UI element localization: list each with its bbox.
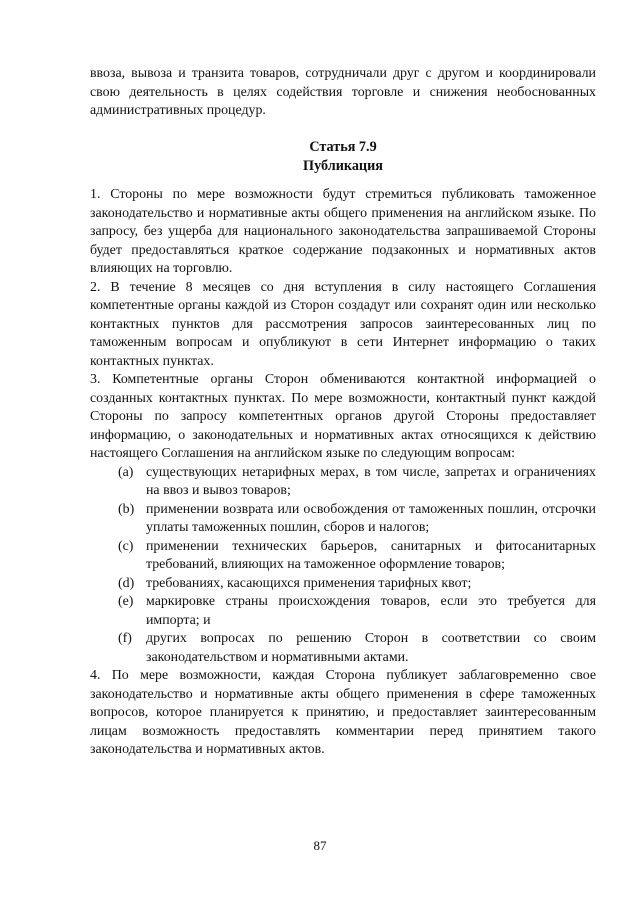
- article-body: [90, 186, 596, 760]
- list-marker: (b): [118, 501, 135, 517]
- list-marker: (d): [118, 575, 135, 591]
- list-item-text: существующих нетарифных мерах, в том числе, запретах и ограничениях на ввоз и вывоз товаров;: [146, 464, 596, 498]
- article-number: Статья 7.9: [309, 139, 377, 155]
- paragraph-2: 2. В течение 8 месяцев со дня вступления в силу настоящего Соглашения компетентные органы каждой из Сторон создадут или сохранят один или несколько контактных пунктов для рассмотрения запросов заинтересованных лиц по таможенным вопросам и опубликуют в сети Интернет информацию о таких контактных пунктах.: [90, 279, 596, 369]
- list-item: [90, 575, 596, 594]
- intro-paragraph: ввоза, вывоза и транзита товаров, сотрудничали друг с другом и координировали свою деятельность в целях содействия торговле и снижения необоснованных административных процедур.: [90, 66, 596, 118]
- intro-text: [90, 65, 596, 121]
- list-item-text: применении возврата или освобождения от таможенных пошлин, отсрочки уплаты таможенных пошлин, сборов и налогов;: [146, 501, 596, 535]
- paragraph-4: 4. По мере возможности, каждая Сторона публикует заблаговременно свое законодательство и нормативные акты общего применения в сфере таможенных вопросов, которое планируется к принятию, и предоставляет заинтересованным лицам возможность предоставлять комментарии перед принятием такого законодательства и нормативных актов.: [90, 668, 596, 757]
- paragraph-1: 1. Стороны по мере возможности будут стремиться публиковать таможенное законодательство и нормативные акты общего применения на английском языке. По запросу, без ущерба для национального законодательства запрашиваемой Стороны будет предоставляться краткое содержание подзаконных и нормативных актов влияющих на торговлю.: [90, 187, 596, 276]
- list-marker: (c): [118, 538, 134, 554]
- list-item: [90, 630, 596, 667]
- list-item: [90, 464, 596, 501]
- list-item-text: применении технических барьеров, санитарных и фитосанитарных требований, влияющих на таможенное оформление товаров;: [146, 538, 596, 572]
- list-item-text: маркировке страны происхождения товаров, если это требуется для импорта; и: [146, 594, 596, 628]
- list-item-text: требованиях, касающихся применения тарифных квот;: [146, 575, 472, 591]
- list-item-text: других вопросах по решению Сторон в соответствии со своим законодательством и нормативными актами.: [146, 631, 596, 665]
- topics-list: [90, 464, 596, 668]
- list-item: [90, 593, 596, 630]
- list-item: [90, 501, 596, 538]
- page-number: 87: [313, 838, 327, 853]
- list-marker: (f): [118, 631, 132, 646]
- list-marker: (a): [118, 464, 134, 480]
- list-item: [90, 538, 596, 575]
- paragraph-3: 3. Компетентные органы Сторон обмениваются контактной информацией о созданных контактных пунктах. По мере возможности, контактный пункт каждой Стороны по запросу компетентных органов другой Стороны предоставляет информацию, о законодательных и нормативных актах относящихся к действию настоящего Соглашения на английском языке по следующим вопросам:: [90, 372, 596, 461]
- article-title: Публикация: [303, 158, 383, 174]
- list-marker: (e): [118, 594, 134, 609]
